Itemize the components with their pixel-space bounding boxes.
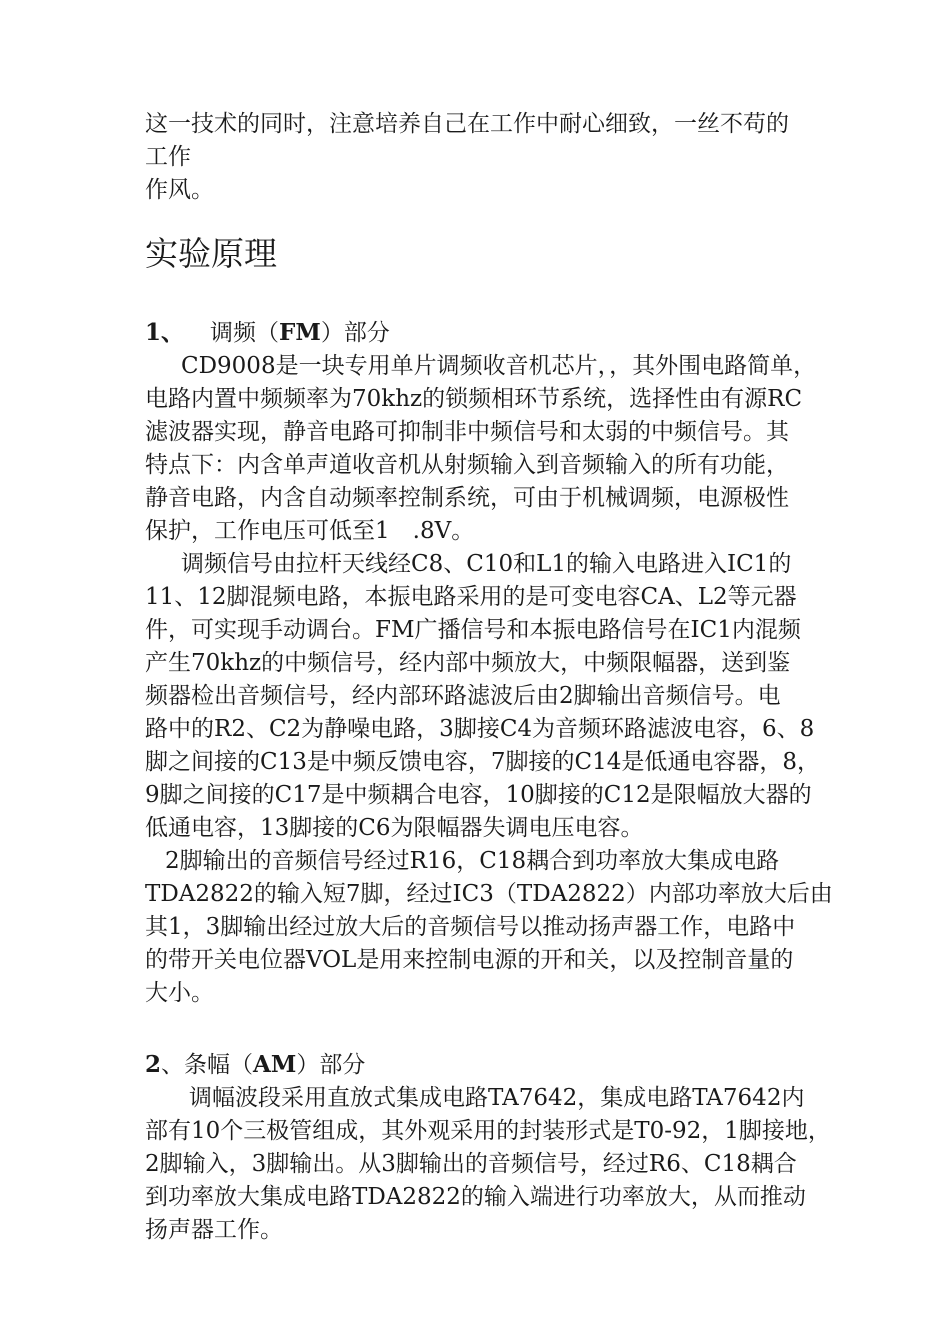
fm-paragraph-3 [145,845,833,1010]
paragraph-line: 调频信号由拉杆天线经C8、C10和L1的输入电路进入IC1的 [181,551,792,577]
am-heading-abbr: AM [253,1051,297,1078]
fm-paragraph-1 [145,350,817,548]
paragraph-line: 11、12脚混频电路，本振电路采用的是可变电容CA、L2等元器 [145,584,797,610]
paragraph-line: CD9008是一块专用单片调频收音机芯片，，其外围电路简单， [181,353,817,379]
paragraph-line: TDA2822的输入短7脚，经过IC3（TDA2822）内部功率放大后由 [145,881,833,907]
paragraph-line: 2脚输入，3脚输出。从3脚输出的音频信号，经过R6、C18耦合 [145,1151,797,1177]
paragraph-line: 扬声器工作。 [145,1217,283,1243]
paragraph-line: 路中的R2、C2为静噪电路，3脚接C4为音频环路滤波电容，6、8 [145,716,815,742]
intro-line: 作风。 [145,177,214,203]
fm-heading-abbr: FM [279,319,321,346]
paragraph-line: 电路内置中频频率为70khz的锁频相环节系统，选择性由有源RC [145,386,803,412]
paragraph-line: 的带开关电位器VOL是用来控制电源的开和关，以及控制音量的 [145,947,794,973]
paragraph-line: 部有10个三极管组成，其外观采用的封装形式是T0-92，1脚接地， [145,1118,831,1144]
paragraph-line: 保护，工作电压可低至1 .8V。 [145,518,475,544]
paragraph-line: 2脚输出的音频信号经过R16，C18耦合到功率放大集成电路 [165,848,780,874]
am-paragraph-1 [145,1082,831,1247]
paragraph-line: 特点下：内含单声道收音机从射频输入到音频输入的所有功能， [145,452,789,478]
paragraph-line: 9脚之间接的C17是中频耦合电容，10脚接的C12是限幅放大器的 [145,782,812,808]
paragraph-line: 频器检出音频信号，经内部环路滤波后由2脚输出音频信号。电 [145,683,781,709]
paragraph-line: 产生70khz的中频信号，经内部中频放大，中频限幅器，送到鉴 [145,650,791,676]
intro-line: 工作 [145,144,191,170]
am-heading [145,1048,810,1082]
fm-heading [145,316,810,350]
am-heading-post: ）部分 [296,1052,366,1078]
paragraph-line: 调幅波段采用直放式集成电路TA7642，集成电路TA7642内 [189,1085,805,1111]
am-heading-pre: 、条幅（ [161,1052,254,1078]
paragraph-line: 低通电容，13脚接的C6为限幅器失调电压电容。 [145,815,644,841]
fm-heading-pre: 调频（ [210,320,280,346]
paragraph-line: 到功率放大集成电路TDA2822的输入端进行功率放大，从而推动 [145,1184,806,1210]
paragraph-line: 滤波器实现，静音电路可抑制非中频信号和太弱的中频信号。其 [145,419,789,445]
document-page [145,108,833,1247]
paragraph-line: 静音电路，内含自动频率控制系统，可由于机械调频，电源极性 [145,485,789,511]
paragraph-line: 大小。 [145,980,214,1006]
am-heading-number: 2 [145,1051,162,1078]
paragraph-line: 件，可实现手动调台。FM广播信号和本振电路信号在IC1内混频 [145,617,801,643]
fm-heading-number: 1、 [145,319,185,346]
intro-paragraph [145,108,810,207]
fm-paragraph-2 [145,548,820,845]
section-title: 实验原理 [145,234,277,273]
fm-heading-post: ）部分 [320,320,390,346]
intro-line: 这一技术的同时，注意培养自己在工作中耐心细致，一丝不苟的 [145,111,789,137]
paragraph-line: 其1，3脚输出经过放大后的音频信号以推动扬声器工作，电路中 [145,914,796,940]
paragraph-line: 脚之间接的C13是中频反馈电容，7脚接的C14是低通电容器，8， [145,749,820,775]
